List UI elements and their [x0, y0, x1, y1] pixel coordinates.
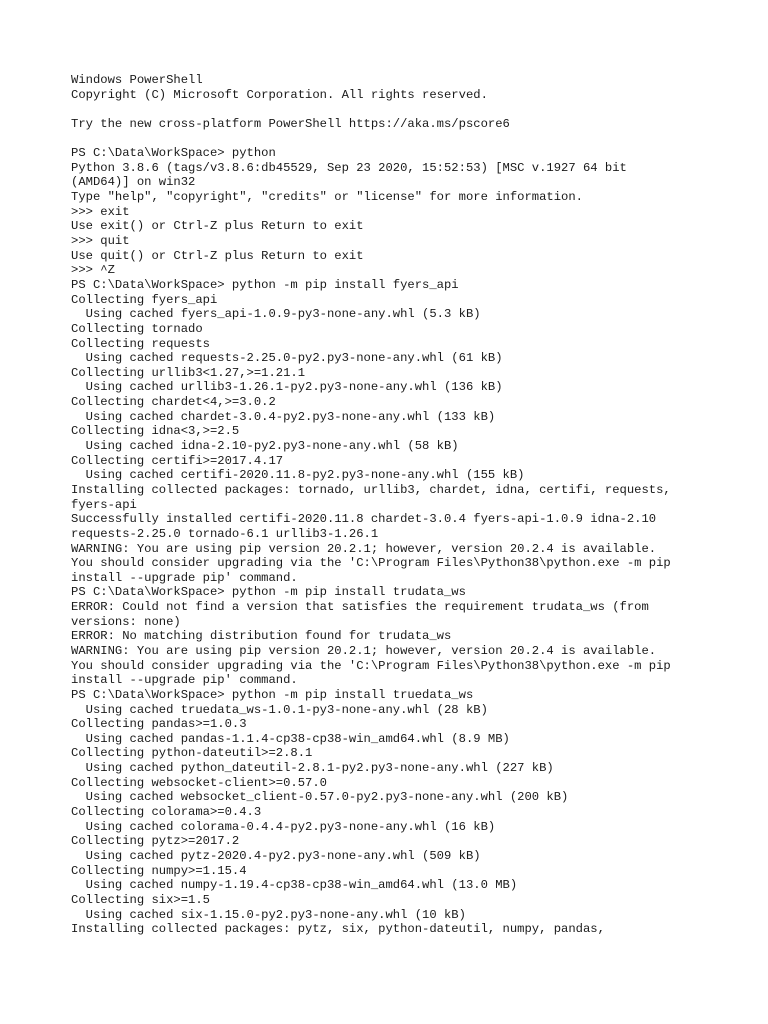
terminal-line: Using cached python_dateutil-2.8.1-py2.py3-none-any.whl (227 kB)	[71, 761, 554, 776]
terminal-line: Successfully installed certifi-2020.11.8 chardet-3.0.4 fyers-api-1.0.9 idna-2.10	[71, 512, 657, 527]
error-line: ERROR: Could not find a version that satisfies the requirement trudata_ws (from	[71, 600, 649, 615]
terminal-blank-line	[71, 102, 701, 117]
python-prompt-line: >>> exit	[71, 204, 130, 219]
terminal-line: Collecting tornado	[71, 321, 203, 336]
terminal-line: Copyright (C) Microsoft Corporation. All rights reserved.	[71, 87, 488, 102]
terminal-line: Using cached chardet-3.0.4-py2.py3-none-any.whl (133 kB)	[71, 409, 496, 424]
terminal-line: Using cached pandas-1.1.4-cp38-cp38-win_amd64.whl (8.9 MB)	[71, 731, 510, 746]
command-prompt-line: PS C:\Data\WorkSpace> python -m pip install fyers_api	[71, 277, 459, 292]
terminal-line: requests-2.25.0 tornado-6.1 urllib3-1.26.1	[71, 526, 379, 541]
terminal-line: Collecting urllib3<1.27,>=1.21.1	[71, 365, 306, 380]
error-line: ERROR: No matching distribution found for trudata_ws	[71, 629, 452, 644]
terminal-line: Using cached urllib3-1.26.1-py2.py3-none-any.whl (136 kB)	[71, 380, 503, 395]
terminal-line: Using cached colorama-0.4.4-py2.py3-none-any.whl (16 kB)	[71, 819, 496, 834]
terminal-line: Collecting six>=1.5	[71, 892, 210, 907]
terminal-line: (AMD64)] on win32	[71, 175, 196, 190]
warning-line: WARNING: You are using pip version 20.2.1; however, version 20.2.4 is available.	[71, 541, 657, 556]
terminal-line: install --upgrade pip' command.	[71, 570, 298, 585]
terminal-line: Collecting fyers_api	[71, 292, 218, 307]
terminal-line: Collecting colorama>=0.4.3	[71, 805, 262, 820]
python-prompt-line: >>> ^Z	[71, 263, 115, 278]
terminal-line: Using cached certifi-2020.11.8-py2.py3-none-any.whl (155 kB)	[71, 468, 525, 483]
terminal-line: You should consider upgrading via the 'C:\Program Files\Python38\python.exe -m pip	[71, 556, 671, 571]
terminal-line: Use quit() or Ctrl-Z plus Return to exit	[71, 248, 364, 263]
terminal-line: Using cached numpy-1.19.4-cp38-cp38-win_amd64.whl (13.0 MB)	[71, 878, 518, 893]
terminal-line: Using cached pytz-2020.4-py2.py3-none-any.whl (509 kB)	[71, 848, 481, 863]
terminal-line: fyers-api	[71, 497, 137, 512]
command-prompt-line: PS C:\Data\WorkSpace> python -m pip install truedata_ws	[71, 687, 474, 702]
terminal-line: install --upgrade pip' command.	[71, 673, 298, 688]
terminal-blank-line	[71, 132, 701, 147]
terminal-output	[71, 73, 701, 937]
terminal-line: Collecting certifi>=2017.4.17	[71, 453, 284, 468]
terminal-line: Use exit() or Ctrl-Z plus Return to exit	[71, 219, 364, 234]
terminal-line: Using cached six-1.15.0-py2.py3-none-any.whl (10 kB)	[71, 907, 466, 922]
terminal-line: Collecting requests	[71, 336, 210, 351]
terminal-line: Collecting python-dateutil>=2.8.1	[71, 746, 313, 761]
terminal-line: Try the new cross-platform PowerShell https://aka.ms/pscore6	[71, 116, 510, 131]
terminal-line: Windows PowerShell	[71, 73, 203, 87]
terminal-line: You should consider upgrading via the 'C:\Program Files\Python38\python.exe -m pip	[71, 658, 671, 673]
terminal-line: Using cached fyers_api-1.0.9-py3-none-any.whl (5.3 kB)	[71, 307, 481, 322]
warning-line: WARNING: You are using pip version 20.2.1; however, version 20.2.4 is available.	[71, 643, 657, 658]
terminal-line: Installing collected packages: tornado, urllib3, chardet, idna, certifi, requests,	[71, 482, 671, 497]
terminal-line: Collecting pytz>=2017.2	[71, 834, 240, 849]
terminal-line: Collecting numpy>=1.15.4	[71, 863, 247, 878]
python-prompt-line: >>> quit	[71, 234, 130, 249]
terminal-line: versions: none)	[71, 614, 181, 629]
terminal-line: Collecting pandas>=1.0.3	[71, 717, 247, 732]
terminal-line: Python 3.8.6 (tags/v3.8.6:db45529, Sep 23 2020, 15:52:53) [MSC v.1927 64 bit	[71, 160, 627, 175]
terminal-line: Collecting idna<3,>=2.5	[71, 424, 240, 439]
terminal-line: Using cached requests-2.25.0-py2.py3-none-any.whl (61 kB)	[71, 351, 503, 366]
terminal-line: Using cached websocket_client-0.57.0-py2.py3-none-any.whl (200 kB)	[71, 790, 569, 805]
terminal-line: Using cached truedata_ws-1.0.1-py3-none-any.whl (28 kB)	[71, 702, 488, 717]
command-prompt-line: PS C:\Data\WorkSpace> python -m pip install trudata_ws	[71, 585, 466, 600]
command-prompt-line: PS C:\Data\WorkSpace> python	[71, 146, 276, 161]
terminal-line: Using cached idna-2.10-py2.py3-none-any.whl (58 kB)	[71, 439, 459, 454]
terminal-line: Collecting chardet<4,>=3.0.2	[71, 395, 276, 410]
terminal-line: Collecting websocket-client>=0.57.0	[71, 775, 327, 790]
terminal-line: Installing collected packages: pytz, six, python-dateutil, numpy, pandas,	[71, 922, 605, 937]
terminal-line: Type "help", "copyright", "credits" or "license" for more information.	[71, 190, 583, 205]
